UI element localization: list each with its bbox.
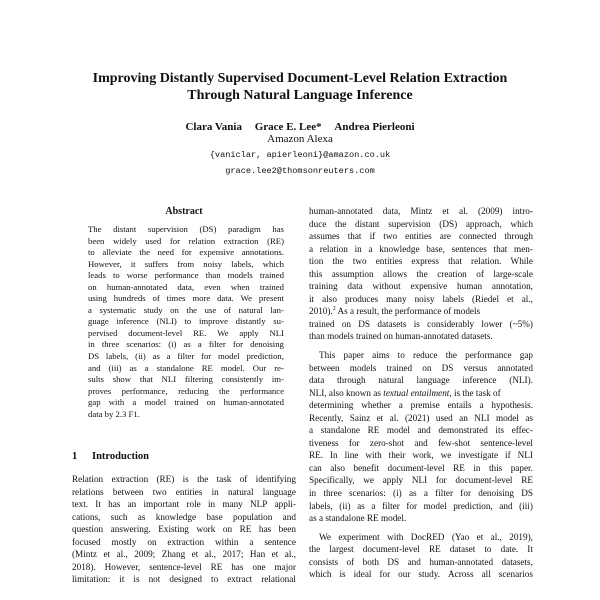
section-heading bbox=[72, 451, 296, 462]
body-line: RE. In line with their work, we investigate if NLI bbox=[309, 450, 533, 461]
body-line: human-annotated data, Mintz et al. (2009) intro- bbox=[309, 206, 533, 216]
abstract-line: DS labels, (ii) as a filter for model prediction, bbox=[88, 351, 284, 362]
abstract-line: pervised document-level RE. We apply NLI bbox=[88, 327, 284, 338]
section-title: Introduction bbox=[92, 451, 149, 462]
abstract-line: gap with a model trained on human-annotated bbox=[88, 397, 284, 408]
body-line: (Mintz et al., 2009; Zhang et al., 2017; Han et al., bbox=[72, 549, 296, 560]
abstract-line: been widely used for relation extraction (RE) bbox=[88, 235, 284, 246]
abstract-line: sults show that NLI filtering consistently im- bbox=[88, 374, 284, 385]
emphasis-text: textual entailment bbox=[383, 387, 450, 398]
body-line bbox=[309, 387, 533, 400]
body-text: As a result, the performance of models bbox=[335, 306, 481, 317]
body-line: focused mostly on extraction within a sentence bbox=[72, 536, 296, 547]
body-line: 2018). However, sentence-level RE has one major bbox=[72, 561, 296, 572]
right-column-text bbox=[309, 205, 533, 581]
body-line: this assumption allows the creation of large-scale bbox=[309, 268, 533, 279]
abstract-line: leads to worse performance than models trained bbox=[88, 270, 284, 281]
affiliation: Amazon Alexa bbox=[267, 133, 333, 145]
paper-title-line-1: Improving Distantly Supervised Document-Level Relation Extraction bbox=[92, 71, 508, 86]
body-line: duce the distant supervision (DS) approach, which bbox=[309, 218, 533, 229]
footnote-marker: 2 bbox=[332, 306, 336, 313]
author-email: grace.lee2@thomsonreuters.com bbox=[225, 166, 375, 176]
body-line: Recently, Sainz et al. (2021) used an NLI model as bbox=[309, 412, 533, 423]
body-line: limitation: it is not designed to extract relational bbox=[72, 574, 296, 585]
abstract-line: However, it suffers from noisy labels, which bbox=[88, 258, 284, 269]
body-line: tiveness for zero-shot and few-shot sentence-level bbox=[309, 437, 533, 448]
body-line: the largest document-level RE dataset to date. It bbox=[309, 544, 533, 555]
body-line: than models trained on human-annotated datasets. bbox=[309, 331, 493, 342]
abstract-line: proves performance, reducing the performance bbox=[88, 385, 284, 396]
body-line: text. It has an important role in many NLP appli- bbox=[72, 499, 296, 510]
abstract-body bbox=[88, 224, 284, 420]
author-email: {vaniclar, apierleoni}@amazon.co.uk bbox=[209, 150, 391, 160]
abstract-line: on human-annotated data, even when trained bbox=[88, 281, 284, 292]
body-line: relations between two entities in natural language bbox=[72, 486, 296, 497]
author-name: Andrea Pierleoni bbox=[334, 121, 415, 133]
body-line: We experiment with DocRED (Yao et al., 2019), bbox=[319, 531, 533, 542]
author-name: Grace E. Lee* bbox=[254, 121, 322, 133]
abstract-line: in three scenarios: (i) as a filter for denoising bbox=[88, 339, 284, 350]
abstract-line: to alleviate the need for expensive annotations. bbox=[88, 247, 284, 258]
body-line: training data without expensive human annotation, bbox=[309, 281, 533, 292]
body-line: trained on DS datasets is considerably lower (~5%) bbox=[309, 318, 533, 329]
body-line: as a standalone RE model. bbox=[309, 513, 407, 524]
abstract-line: a systematic study on the use of natural lan- bbox=[88, 304, 284, 315]
body-text: NLI, also known as bbox=[309, 387, 384, 398]
body-line: assumes that if two entities are connected through bbox=[309, 231, 533, 242]
abstract-line: using hundreds of times more data. We present bbox=[88, 293, 284, 304]
body-line: between models trained on DS versus annotated bbox=[309, 362, 533, 373]
section-number: 1 bbox=[72, 451, 78, 462]
left-column-text bbox=[72, 473, 296, 586]
body-line: it also produces many noisy labels (Riedel et al., bbox=[309, 293, 533, 304]
body-line: Specifically, we apply NLI for document-level RE bbox=[309, 475, 533, 486]
body-line: determining whether a premise entails a hypothesis. bbox=[309, 400, 533, 411]
body-line: tion the two entities express that relation. While bbox=[309, 256, 533, 267]
body-line: labels, (ii) as a filter for model prediction, and (iii) bbox=[309, 500, 533, 511]
body-text: , is the task of bbox=[449, 387, 501, 398]
body-line: in three scenarios: (i) as a filter for denoising DS bbox=[309, 488, 533, 499]
abstract-line: guage inference (NLI) to improve distantly su- bbox=[88, 316, 284, 327]
author-name: Clara Vania bbox=[185, 121, 242, 133]
body-line: consists of both DS and human-annotated datasets, bbox=[309, 556, 533, 567]
body-line: can also benefit document-level RE in this paper. bbox=[309, 462, 533, 473]
body-line: a standalone RE model and demonstrated its effec- bbox=[309, 425, 533, 436]
body-line: which is ideal for our study. Across all scenarios bbox=[309, 569, 533, 580]
body-line: cations, such as knowledge base population and bbox=[72, 511, 296, 522]
abstract-heading: Abstract bbox=[165, 206, 203, 217]
body-line: a relation in a knowledge base, sentences that men- bbox=[309, 243, 533, 254]
body-line: This paper aims to reduce the performance gap bbox=[319, 350, 533, 361]
abstract-line: data by 2.3 F1. bbox=[88, 408, 140, 419]
body-line bbox=[309, 305, 533, 318]
abstract-line: and (iii) as a standalone RE model. Our re- bbox=[88, 362, 284, 373]
body-text: 2010). bbox=[309, 306, 333, 317]
body-line: question answering. Existing work on RE has been bbox=[72, 524, 296, 535]
body-line: data through natural language inference (NLI). bbox=[309, 375, 533, 386]
abstract-line: The distant supervision (DS) paradigm has bbox=[88, 224, 284, 234]
body-line: Relation extraction (RE) is the task of identifying bbox=[72, 474, 296, 484]
paper-title-line-2: Through Natural Language Inference bbox=[187, 88, 413, 103]
